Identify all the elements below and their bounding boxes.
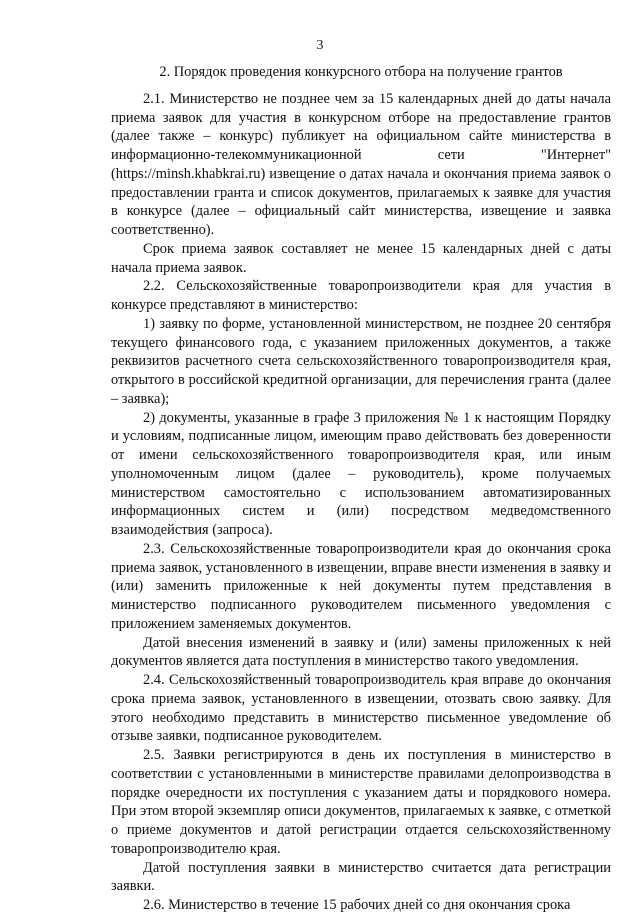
page-number: 3 [316,38,324,53]
paragraph-2-1: 2.1. Министерство не позднее чем за 15 календарных дней до даты начала приема заявок для участия в конкурсном отборе на предоставление грантов (далее также – конкурс) публикует на официальном сайте министерства в информационно-телекоммуникационной сети "Интернет" (https://minsh.khabkrai.ru) извещение о датах начала и окончания приема заявок о предоставлении гранта и список документов, прилагаемых к заявке для участия в конкурсе (далее – официальный сайт министерства, извещение и заявка соответственно). [111,90,611,238]
list-item-2: 2) документы, указанные в графе 3 приложения № 1 к настоящим Порядку и условиям, подписанные лицом, имеющим право действовать без доверенности от имени сельскохозяйственного товаропроизводителя края, или иным уполномоченным лицом (далее – руководитель), кроме получаемых министерством самостоятельно с использованием автоматизированных информационных систем и (или) посредством медведомственного взаимодействия (запроса). [111,409,611,538]
paragraph-2-4: 2.4. Сельскохозяйственный товаропроизводитель края вправе до окончания срока приема заявок, установленного в извещении, отозвать свою заявку. Для этого необходимо представить в министерство письменное уведомление об отзыве заявки, подписанное руководителем. [111,672,611,745]
paragraph-2-2: 2.2. Сельскохозяйственные товаропроизводители края для участия в конкурсе представляют в министерство: [111,278,611,313]
list-item-1: 1) заявку по форме, установленной министерством, не позднее 20 сентября текущего финансового года, с указанием приложенных документов, а также реквизитов расчетного счета сельскохозяйственного товаропроизводителя края, открытого в российской кредитной организации, для перечисления гранта (далее – заявка); [111,315,611,407]
paragraph-change-date: Датой внесения изменений в заявку и (или) замены приложенных к ней документов является дата поступления в министерство такого уведомления. [111,634,611,670]
document-body [111,63,611,915]
section-heading: 2. Порядок проведения конкурсного отбора на получение грантов [159,64,563,80]
paragraph-application-period: Срок приема заявок составляет не менее 15 календарных дней с даты начала приема заявок. [111,240,611,276]
paragraph-receipt-date: Датой поступления заявки в министерство считается дата регистрации заявки. [111,859,611,895]
paragraph-2-6: 2.6. Министерство в течение 15 рабочих дней со дня окончания срока [143,897,571,913]
paragraph-2-3: 2.3. Сельскохозяйственные товаропроизводители края до окончания срока приема заявок, установленного в извещении, вправе внести изменения в заявку и (или) заменить приложенные к ней документы путем представления в министерство подписанного руководителем письменного уведомления с приложением заменяемых документов. [111,540,611,632]
paragraph-2-5: 2.5. Заявки регистрируются в день их поступления в министерство в соответствии с установленными в министерстве правилами делопроизводства в порядке очередности их поступления с указанием даты и порядкового номера. При этом второй экземпляр описи документов, прилагаемых к заявке, с отметкой о приеме документов и датой регистрации отдается сельскохозяйственному товаропроизводителю края. [111,747,611,857]
